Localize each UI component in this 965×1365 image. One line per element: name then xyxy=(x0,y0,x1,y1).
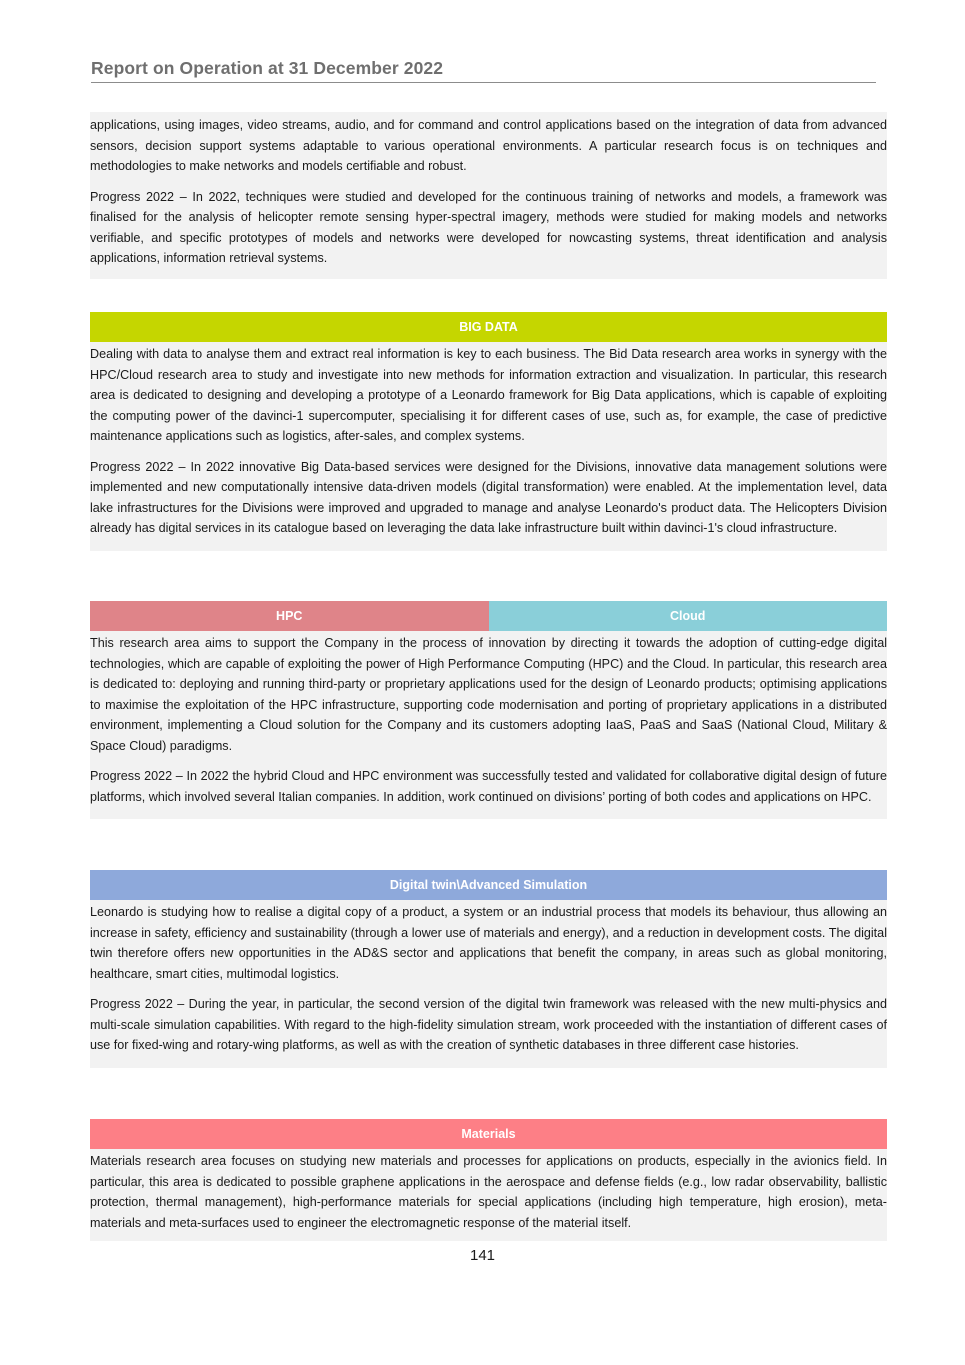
big-data-section xyxy=(90,312,887,551)
big-data-heading: BIG DATA xyxy=(90,312,887,342)
intro-section xyxy=(90,112,887,279)
hpc-cloud-progress-paragraph: Progress 2022 – In 2022 the hybrid Cloud and HPC environment was successfully tested and validated for collaborative digital design of future platforms, which involved several Italian companies. In addition, work continued on divisions’ porting of both codes and applications on HPC. xyxy=(90,769,887,804)
big-data-paragraph: Dealing with data to analyse them and extract real information is key to each business. The Bid Data research area works in synergy with the HPC/Cloud research area to study and investigate into new methods for information extraction and visualization. In particular, this research area is dedicated to designing and developing a prototype of a Leonardo framework for Big Data applications, which is capable of exploiting the computing power of the davinci-1 supercomputer, specialising it for different cases of use, such as, for example, the case of predictive maintenance applications such as logistics, after-sales, and complex systems. xyxy=(90,347,887,443)
digital-twin-paragraph: Leonardo is studying how to realise a digital copy of a product, a system or an industrial process that models its behaviour, thus allowing an increase in safety, efficiency and sustainability (through a lower use of materials and energy), and a reduction in development costs. The digital twin therefore offers new opportunities in the AD&S sector and applications that benefit the company, in areas such as global monitoring, healthcare, smart cities, multimodal logistics. xyxy=(90,905,887,981)
intro-progress-paragraph: Progress 2022 – In 2022, techniques were studied and developed for the continuous training of networks and models, a framework was finalised for the analysis of helicopter remote sensing hyper-spectral imagery, methods were studied for making models and networks verifiable, and specific prototypes of models and networks were developed for nowcasting systems, threat identification and analysis applications, information retrieval systems. xyxy=(90,189,887,265)
cloud-heading: Cloud xyxy=(489,601,888,631)
hpc-heading: HPC xyxy=(90,601,489,631)
digital-twin-heading: Digital twin\Advanced Simulation xyxy=(90,870,887,900)
materials-paragraph: Materials research area focuses on studying new materials and processes for applications on products, especially in the avionics field. In particular, this area is dedicated to possible graphene applications in the aerospace and defense fields (e.g., low radar observability, ballistic protection, thermal management), high-performance materials for special applications (including high temperature, high erosion), meta-materials and meta-surfaces used to engineer the electromagnetic response of the material itself. xyxy=(90,1154,887,1230)
header-divider xyxy=(91,82,876,83)
big-data-progress-paragraph: Progress 2022 – In 2022 innovative Big Data-based services were designed for the Divisions, innovative data management solutions were implemented and new computationally intensive data-driven models (digital transformation) were enabled. At the implementation level, data lake infrastructures for the Divisions were improved and upgraded to manage and analyse Leonardo's product data. The Helicopters Division already has digital services in its catalogue based on leveraging the data lake infrastructure built within davinci-1's cloud infrastructure. xyxy=(90,459,887,535)
intro-paragraph: applications, using images, video streams, audio, and for command and control applications based on the integration of data from advanced sensors, decision support systems adaptable to various operational environments. A particular research focus is on techniques and methodologies to make networks and models certifiable and robust. xyxy=(90,118,887,173)
digital-twin-section xyxy=(90,870,887,1068)
hpc-cloud-paragraph: This research area aims to support the Company in the process of innovation by directing it towards the adoption of cutting-edge digital technologies, which are capable of exploiting the power of High Performance Computing (HPC) and the Cloud. In particular, this research area is dedicated to: deploying and running third-party or proprietary applications used for the design of Leonardo products; optimising applications to maximise the exploitation of the HPC infrastructure, supporting code modernisation and porting of proprietary applications in a distributed environment, implementing a Cloud solution for the Company and its customers adopting IaaS, PaaS and SaaS (National Cloud, Military & Space Cloud) paradigms. xyxy=(90,636,887,753)
digital-twin-progress-paragraph: Progress 2022 – During the year, in particular, the second version of the digital twin framework was released with the new multi-physics and multi-scale simulation capabilities. With regard to the high-fidelity simulation stream, work proceeded with the instantiation of different cases of use for fixed-wing and rotary-wing platforms, as well as with the creation of synthetic databases in three different case histories. xyxy=(90,997,887,1052)
hpc-cloud-section xyxy=(90,601,887,819)
page-number: 141 xyxy=(469,1247,496,1264)
materials-section xyxy=(90,1119,887,1241)
materials-heading: Materials xyxy=(90,1119,887,1149)
report-header-title: Report on Operation at 31 December 2022 xyxy=(91,58,444,78)
hpc-cloud-heading xyxy=(90,601,887,631)
